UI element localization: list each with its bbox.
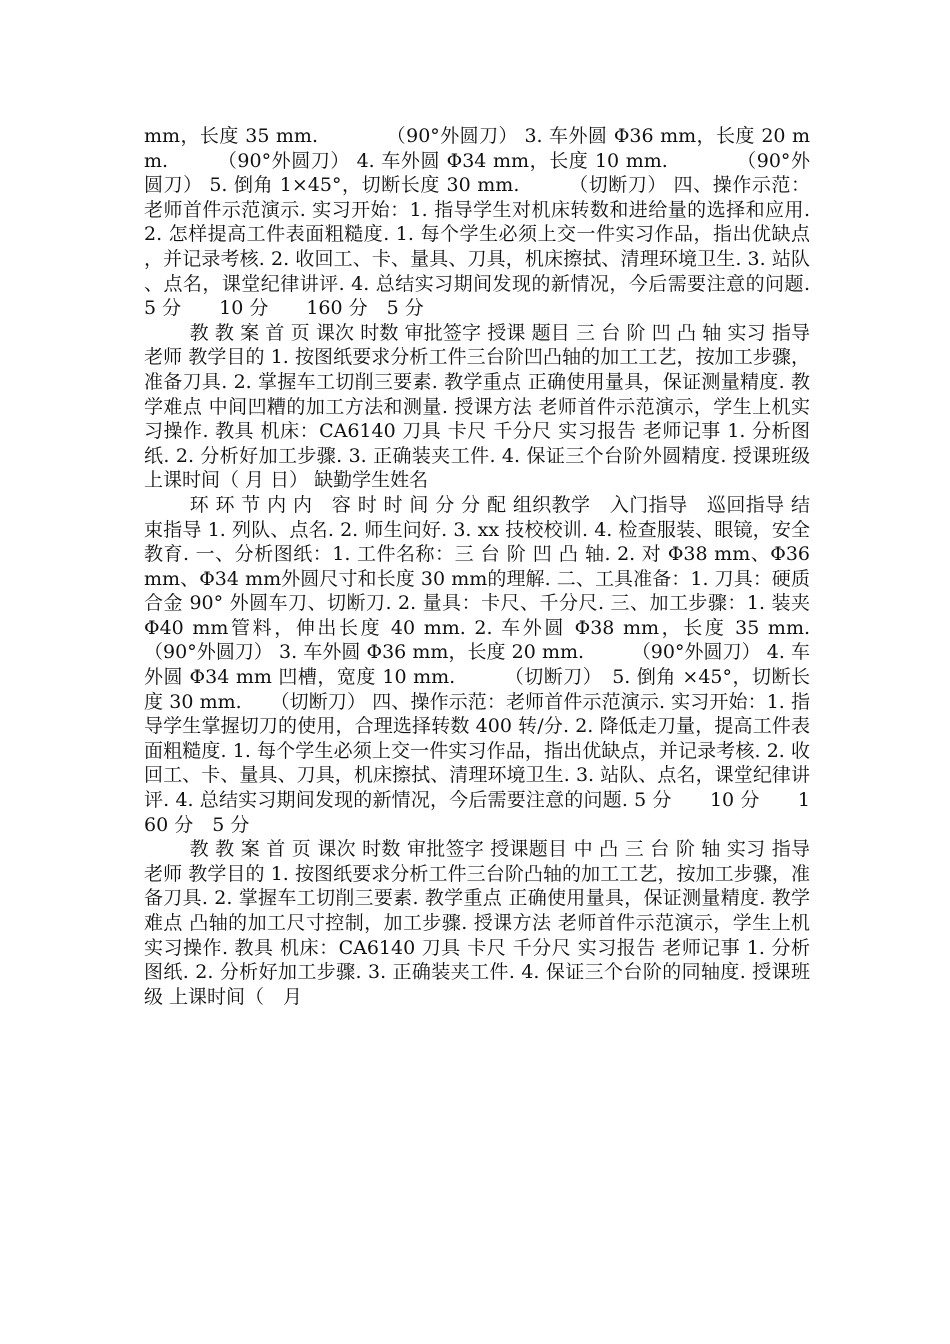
paragraph-teaching-procedure: 环 环 节 内 内 容 时 时 间 分 分 配 组织教学 入门指导 巡回指导 结束指导 1. 列队、点名. 2. 师生问好. 3. xx 技校校训. 4. 检查服装、眼镜，安全教育. 一、分析图纸：1. 工件名称：三 台 阶 凹 凸 轴. 2. 对 Φ38 mm、Φ36 mm、Φ34 mm外圆尺寸和长度 30 mm的理解. 二、工具准备：1. 刀具：硬质合金 90° 外圆车刀、切断刀. 2. 量具：卡尺、千分尺. 三、加工步骤：1. 装夹 Φ40 mm管料，伸出长度 40 mm. 2. 车外圆 Φ38 mm，长度 35 mm. （90°外圆刀） 3. 车外圆 Φ36 mm，长度 20 mm. （90°外圆刀） 4. 车外圆 Φ34 mm 凹槽，宽度 10 mm. （切断刀） 5. 倒角 ×45°，切断长度 30 mm. （切断刀） 四、操作示范：老师首件示范演示. 实习开始：1. 指导学生掌握切刀的使用，合理选择转数 400 转/分. 2. 降低走刀量，提高工件表面粗糙度. 1. 每个学生必须上交一件实习作品，指出优缺点，并记录考核. 2. 收回工、卡、量具、刀具，机床擦拭、清理环境卫生. 3. 站队、点名，课堂纪律讲评. 4. 总结实习期间发现的新情况，今后需要注意的问题. 5 分 10 分 160 分 5 分 <box>144 493 887 836</box>
paragraph-lesson-plan-convex-shaft: 教 教 案 首 页 课次 时数 审批签字 授课题目 中 凸 三 台 阶 轴 实习 指导老师 教学目的 1. 按图纸要求分析工件三台阶凸轴的加工工艺，按加工步骤，准备刀具. 2. 掌握车工切削三要素. 教学重点 正确使用量具，保证测量精度. 教学难点 凸轴的加工尺寸控制，加工步骤. 授课方法 老师首件示范演示，学生上机实习操作. 教具 机床：CA6140 刀具 卡尺 千分尺 实习报告 老师记事 1. 分析图纸. 2. 分析好加工步骤. 3. 正确装夹工件. 4. 保证三个台阶的同轴度. 授课班级 上课时间（ 月 <box>144 838 810 1008</box>
paragraph-continuation: mm，长度 35 mm. （90°外圆刀） 3. 车外圆 Φ36 mm，长度 20 mm. （90°外圆刀） 4. 车外圆 Φ34 mm，长度 10 mm. （90°外圆刀） 5. 倒角 1×45°，切断长度 30 mm. （切断刀） 四、操作示范：老师首件示范演示. 实习开始：1. 指导学生对机床转数和进给量的选择和应用. 2. 怎样提高工件表面粗糙度. 1. 每个学生必须上交一件实习作品，指出优缺点，并记录考核. 2. 收回工、卡、量具、刀具，机床擦拭、清理环境卫生. 3. 站队、点名，课堂纪律讲评. 4. 总结实习期间发现的新情况，今后需要注意的问题. 5 分 10 分 160 分 5 分 <box>144 125 810 320</box>
paragraph-lesson-plan-concave-convex-shaft: 教 教 案 首 页 课次 时数 审批签字 授课 题目 三 台 阶 凹 凸 轴 实习 指导老师 教学目的 1. 按图纸要求分析工件三台阶凹凸轴的加工工艺，按加工步骤，准备刀具. 2. 掌握车工切削三要素. 教学重点 正确使用量具，保证测量精度. 教学难点 中间凹糟的加工方法和测量. 授课方法 老师首件示范演示，学生上机实习操作. 教具 机床：CA6140 刀具 卡尺 千分尺 实习报告 老师记事 1. 分析图纸. 2. 分析好加工步骤. 3. 正确装夹工件. 4. 保证三个台阶外圆精度. 授课班级 上课时间（ 月 日） 缺勤学生姓名 <box>144 321 810 492</box>
body-text <box>144 124 887 1009</box>
